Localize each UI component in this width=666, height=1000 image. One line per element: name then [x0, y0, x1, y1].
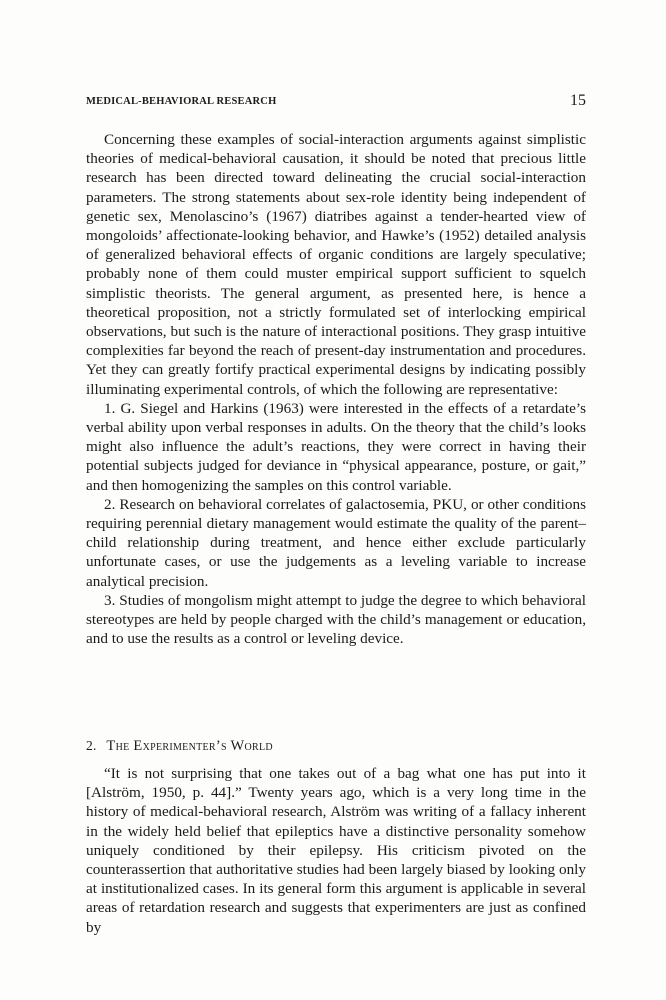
section-body-text [86, 764, 586, 937]
paragraph-item-1: 1. G. Siegel and Harkins (1963) were interested in the effects of a retardate’s verbal ability upon verbal responses in adults. On the theory that the child’s looks might also influence the adult’s reactions, they were correct in having their potential subjects judged for deviance in “physical appearance, posture, or gait,” and then homogenizing the samples on this control variable. [86, 399, 586, 494]
paragraph-section-1: “It is not surprising that one takes out of a bag what one has put into it [Alström, 1950, p. 44].” Twenty years ago, which is a very long time in the history of medical-behavioral research, Alström was writing of a fallacy inherent in the widely held belief that epileptics have a distinctive personality somehow uniquely conditioned by their epilepsy. His criticism pivoted on the counterassertion that authoritative studies had been largely biased by looking only at institutionalized cases. In its general form this argument is applicable in several areas of retardation research and suggests that experimenters are just as confined by [86, 765, 586, 936]
running-head-title: MEDICAL-BEHAVIORAL RESEARCH [86, 96, 277, 107]
section-title: The Experimenter’s World [106, 738, 273, 754]
paragraph-intro: Concerning these examples of social-interaction arguments against simplistic theories of medical-behavioral causation, it should be noted that precious little research has been directed toward delineating the crucial social-interaction parameters. The strong statements about sex-role identity being independent of genetic sex, Menolascino’s (1967) diatribes against a tender-hearted view of mongoloids’ affectionate-looking behavior, and Hawke’s (1952) detailed analysis of generalized behavioral effects of organic conditions are largely speculative; probably none of them could muster empirical support sufficient to squelch simplistic theorists. The general argument, as presented here, is hence a theoretical proposition, not a strictly formulated set of interlocking empirical observations, but such is the nature of interactional positions. They grasp intuitive complexities far beyond the reach of present-day instrumentation and procedures. Yet they can greatly fortify practical experimental designs by indicating possibly illuminating experimental controls, of which the following are representative: [86, 131, 586, 398]
page-number: 15 [570, 92, 586, 109]
section-heading [86, 738, 586, 755]
running-head [86, 92, 586, 114]
section-number: 2. [86, 738, 97, 753]
body-text [86, 130, 586, 648]
paragraph-item-3: 3. Studies of mongolism might attempt to judge the degree to which behavioral stereotypes are held by people charged with the child’s management or education, and to use the results as a control or leveling device. [86, 591, 586, 648]
paragraph-item-2: 2. Research on behavioral correlates of galactosemia, PKU, or other conditions requiring perennial dietary management would estimate the quality of the parent–child relationship during treatment, and hence either exclude particularly unfortunate cases, or use the judgements as a leveling variable to increase analytical precision. [86, 495, 586, 590]
